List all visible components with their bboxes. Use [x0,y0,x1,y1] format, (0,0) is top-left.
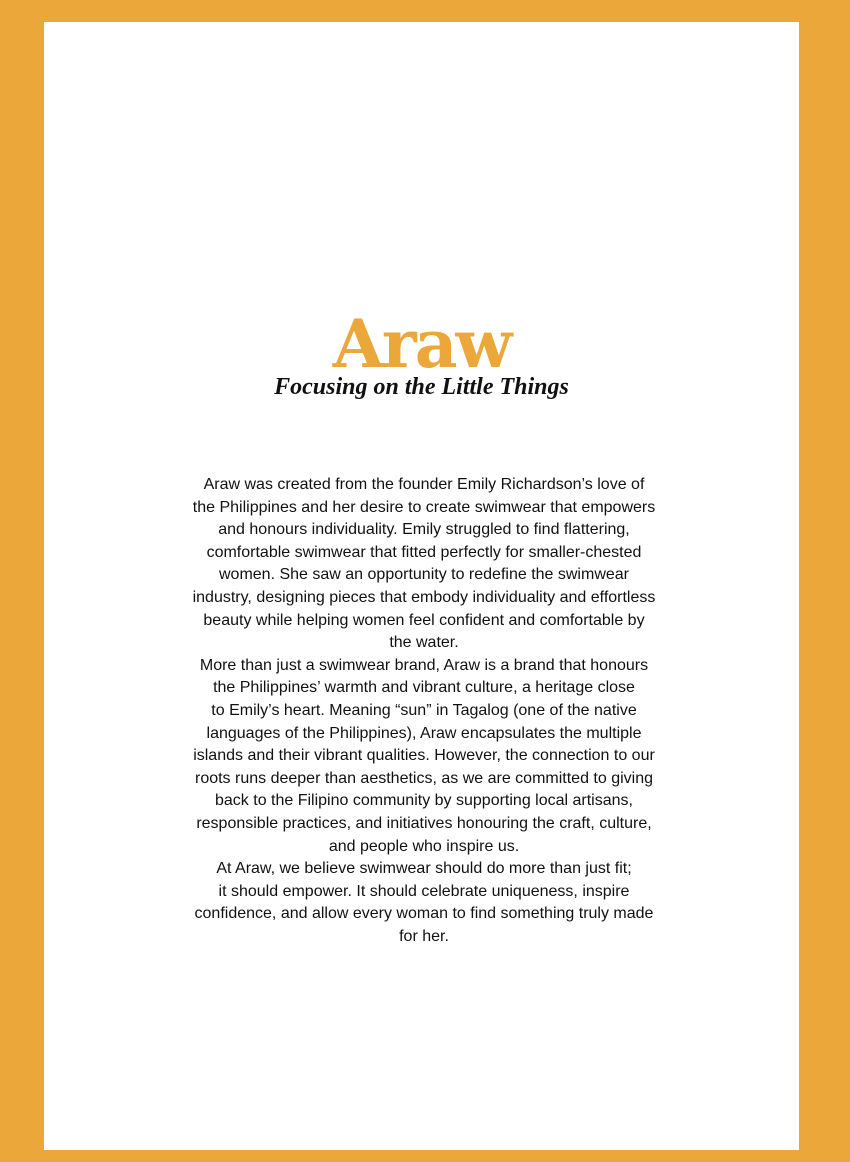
body-line: and honours individuality. Emily struggled to find flattering, [218,521,630,539]
body-line: women. She saw an opportunity to redefine the swimwear [219,566,629,584]
brand-subtitle: Focusing on the Little Things [274,374,569,400]
body-line: comfortable swimwear that fitted perfectly for smaller-chested [206,543,642,561]
body-line: the water. [389,634,459,652]
body-line: back to the Filipino community by supporting local artisans, [215,792,633,810]
body-line: roots runs deeper than aesthetics, as we are committed to giving [194,769,653,787]
body-line: to Emily’s heart. Meaning “sun” in Tagalog (one of the native [211,701,637,719]
body-line: confidence, and allow every woman to find something truly made [194,905,654,923]
body-line: beauty while helping women feel confident and comfortable by [203,611,645,629]
body-line: for her. [399,927,449,945]
body-line: At Araw, we believe swimwear should do more than just fit; [216,860,632,878]
body-line: More than just a swimwear brand, Araw is a brand that honours [199,656,649,674]
page-sheet [44,22,799,1150]
body-line: and people who inspire us. [328,837,520,855]
brand-title: Araw [332,305,511,383]
body-line: the Philippines’ warmth and vibrant culture, a heritage close [213,679,635,697]
body-copy [174,474,674,948]
body-line: islands and their vibrant qualities. However, the connection to our [193,747,655,765]
body-line: responsible practices, and initiatives honouring the craft, culture, [196,814,652,832]
body-line: languages of the Philippines), Araw encapsulates the multiple [206,724,642,742]
body-line: the Philippines and her desire to create swimwear that empowers [192,498,656,516]
body-line: industry, designing pieces that embody individuality and effortless [192,588,656,606]
body-line: Araw was created from the founder Emily Richardson’s love of [203,476,645,493]
body-line: it should empower. It should celebrate uniqueness, inspire [218,882,630,900]
